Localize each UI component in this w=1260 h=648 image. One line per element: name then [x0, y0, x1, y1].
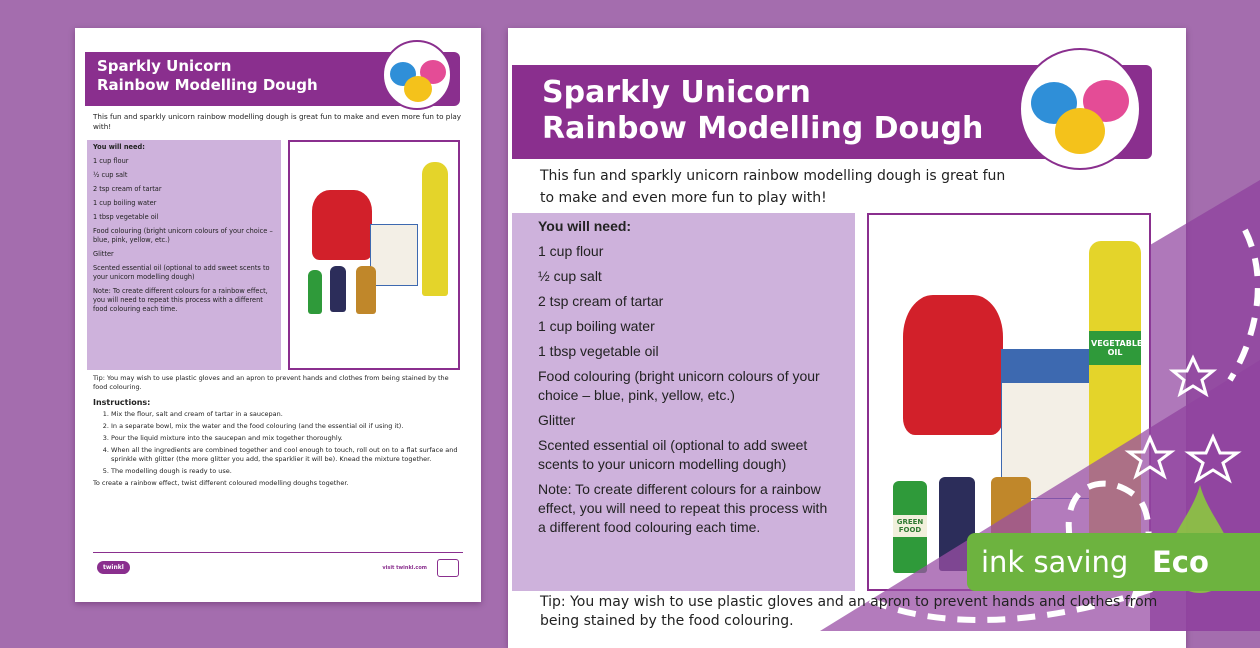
instruction-step: 4. When all the ingredients are combined together and cool enough to touch, roll out on to a flat surface and sprinkle with glitter (the more glitter you add, the sparklier it will be). Knead the mixture together. — [111, 446, 465, 464]
intro-text: This fun and sparkly unicorn rainbow modelling dough is great fun to make and even more fun to play with! — [540, 168, 1006, 206]
tip-text: Tip: You may wish to use plastic gloves and an apron to prevent hands and clothes from being stained by the food colouring. — [93, 374, 449, 391]
rainbow-tip: To create a rainbow effect, twist different coloured modelling doughs together. — [93, 479, 349, 487]
title-line-2: Rainbow Modelling Dough — [542, 111, 984, 146]
footer-url: visit twinkl.com — [382, 565, 427, 571]
ingredient-item: Scented essential oil (optional to add sweet scents to your unicorn modelling dough) — [538, 437, 808, 472]
tip-text: Tip: You may wish to use plastic gloves and an apron to prevent hands and clothes from being stained by the food colouring. — [540, 594, 1158, 629]
oil-label: VEGETABLE OIL — [1089, 331, 1141, 365]
eco-label: Eco — [1152, 545, 1209, 579]
instruction-step: 1. Mix the flour, salt and cream of tartar in a saucepan. — [111, 410, 465, 419]
ingredient-item: 1 tbsp vegetable oil — [93, 213, 159, 221]
ingredient-item: 1 cup boiling water — [538, 318, 655, 334]
you-will-need-heading: You will need: — [538, 218, 632, 234]
note-text: Note: To create different colours for a rainbow effect, you will need to repeat this process with a different food colouring each time. — [538, 481, 828, 535]
ingredient-item: 1 cup flour — [538, 243, 604, 259]
ingredient-item: 1 tbsp vegetable oil — [538, 343, 659, 359]
ingredient-item: Glitter — [93, 250, 114, 258]
ingredient-item: Scented essential oil (optional to add sweet scents to your unicorn modelling dough) — [93, 264, 270, 281]
note-text: Note: To create different colours for a rainbow effect, you will need to repeat this process with a different food colouring each time. — [93, 287, 268, 313]
intro-text: This fun and sparkly unicorn rainbow modelling dough is great fun to make and even more fun to play with! — [93, 112, 461, 131]
green-bottle-label: GREEN FOOD — [893, 515, 927, 537]
ingredient-item: Food colouring (bright unicorn colours of your choice – blue, pink, yellow, etc.) — [93, 227, 273, 244]
instruction-step: 5. The modelling dough is ready to use. — [111, 467, 465, 476]
ingredient-item: ½ cup salt — [93, 171, 128, 179]
instruction-step: 3. Pour the liquid mixture into the saucepan and mix together thoroughly. — [111, 434, 465, 443]
eco-badge-text: ink saving — [981, 545, 1129, 579]
title-line-1: Sparkly Unicorn — [542, 75, 811, 110]
ink-saving-eco-badge — [967, 533, 1260, 591]
ingredient-item: 2 tsp cream of tartar — [538, 293, 664, 309]
instruction-step: 2. In a separate bowl, mix the water and the food colouring (and the essential oil if using it). — [111, 422, 465, 431]
ingredient-item: ½ cup salt — [538, 268, 602, 284]
ingredient-item: 1 cup boiling water — [93, 199, 157, 207]
title-line-1: Sparkly Unicorn — [97, 57, 232, 75]
instructions-heading: Instructions: — [93, 398, 151, 407]
ingredient-item: 2 tsp cream of tartar — [93, 185, 162, 193]
twinkl-logo: twinkl — [97, 561, 130, 574]
title-line-2: Rainbow Modelling Dough — [97, 76, 318, 94]
ingredient-item: 1 cup flour — [93, 157, 129, 165]
you-will-need-heading: You will need: — [93, 143, 145, 151]
ingredient-item: Food colouring (bright unicorn colours of your choice – blue, pink, yellow, etc.) — [538, 368, 820, 403]
ingredient-item: Glitter — [538, 412, 576, 428]
